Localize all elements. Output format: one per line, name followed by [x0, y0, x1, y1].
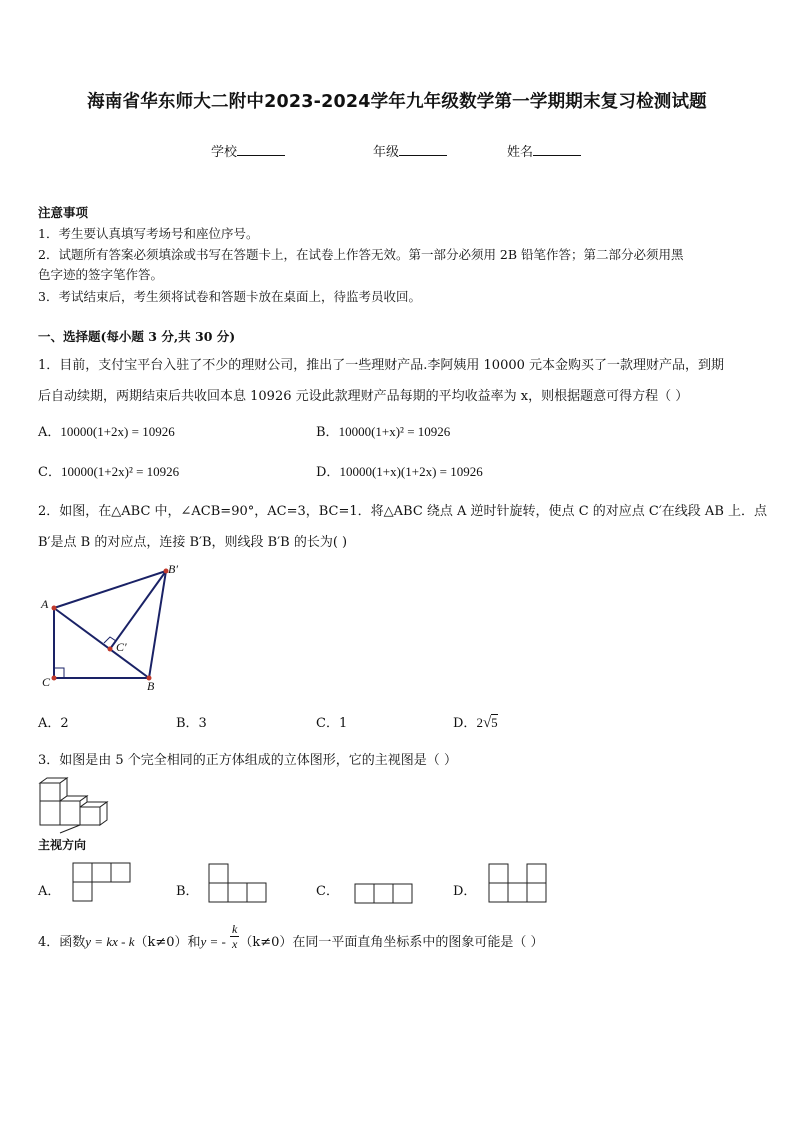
- name-label: 姓名: [507, 145, 534, 160]
- q2-option-c: C．1: [316, 716, 348, 731]
- option-formula: 10000(1+2x) = 10926: [60, 424, 175, 439]
- grade-label: 年级: [373, 145, 400, 160]
- q2-option-a: A．2: [38, 716, 69, 731]
- question-2-line-1: 2．如图，在△ABC 中，∠ACB=90°，AC=3，BC=1．将△ABC 绕点 A 逆时针旋转，使点 C 的对应点 C′在线段 AB 上．点: [38, 504, 768, 519]
- cube-stack-figure: [38, 777, 118, 827]
- q4-function-2-lhs: y = -: [200, 934, 226, 949]
- school-field: [211, 141, 285, 160]
- question-4: [38, 922, 544, 951]
- option-formula: 10000(1+2x)² = 10926: [60, 464, 180, 479]
- label-a: A: [41, 597, 49, 611]
- notice-item: 色字迹的签字笔作答。: [38, 267, 164, 282]
- notice-item: 2．试题所有答案必须填涂或书写在答题卡上，在试卷上作答无效。第一部分必须用 2B 铅笔作答；第二部分必须用黑: [38, 247, 684, 262]
- q4-condition-2: （k≠0）在同一平面直角坐标系中的图象可能是（ ）: [239, 935, 544, 950]
- option-formula: 10000(1+x)² = 10926: [338, 424, 451, 439]
- q4-condition-1: （k≠0）和: [134, 935, 201, 950]
- fraction-numerator: k: [232, 922, 238, 936]
- name-blank: [533, 144, 581, 156]
- question-2-line-2: B′是点 B 的对应点，连接 B′B，则线段 B′B 的长为( ): [38, 535, 348, 550]
- school-label: 学校: [211, 145, 238, 160]
- q3-option-d-view: [489, 864, 547, 904]
- notice-heading: 注意事项: [38, 205, 89, 220]
- view-direction-caption: 主视方向: [38, 838, 87, 852]
- q4-fraction: [230, 922, 239, 951]
- option-label: A．: [38, 425, 61, 440]
- sqrt-icon: √: [482, 715, 492, 731]
- label-c: C: [42, 675, 51, 689]
- q2-option-d: [453, 712, 498, 732]
- label-c-prime: C′: [116, 640, 127, 654]
- q3-option-b-view: [209, 864, 267, 904]
- q3-option-a-label: A．: [38, 884, 61, 899]
- option-coefficient: 2: [476, 715, 483, 730]
- school-blank: [237, 144, 285, 156]
- q4-function-1: y = kx - k: [85, 934, 135, 949]
- question-1-line-1: 1．目前，支付宝平台入驻了不少的理财公司，推出了一些理财产品.李阿姨用 10000 元本金购买了一款理财产品，到期: [38, 358, 725, 373]
- q1-option-a: [38, 421, 175, 440]
- question-1-line-2: 后自动续期，两期结束后共收回本息 10926 元设此款理财产品每期的平均收益率为 x，则根据题意可得方程（ ）: [38, 389, 689, 404]
- option-label: B．: [316, 425, 339, 440]
- label-b-prime: B′: [168, 562, 178, 576]
- segment-ab-prime: [54, 571, 166, 608]
- q4-prefix: 4．函数: [38, 935, 86, 950]
- label-b: B: [147, 679, 155, 693]
- q3-option-b-label: B．: [176, 884, 199, 899]
- q1-option-b: [316, 421, 450, 440]
- section-heading: 一、选择题(每小题 3 分,共 30 分): [38, 329, 236, 344]
- q3-option-c-label: C．: [316, 884, 339, 899]
- option-label: D．: [453, 716, 477, 731]
- fraction-denominator: x: [232, 937, 238, 951]
- q1-option-c: [38, 461, 179, 480]
- notice-item: 3．考试结束后，考生须将试卷和答题卡放在桌面上，待监考员收回。: [38, 289, 421, 304]
- grade-blank: [399, 144, 447, 156]
- triangle-rotation-figure: [30, 560, 180, 695]
- name-field: [507, 141, 581, 160]
- q3-option-c-view: [355, 884, 413, 906]
- page-title: 海南省华东师大二附中2023-2024学年九年级数学第一学期期末复习检测试题: [87, 92, 707, 112]
- option-formula: 10000(1+x)(1+2x) = 10926: [339, 464, 483, 479]
- question-3-line-1: 3．如图是由 5 个完全相同的正方体组成的立体图形，它的主视图是（ ）: [38, 753, 457, 768]
- q3-option-d-label: D．: [453, 884, 477, 899]
- notice-item: 1．考生要认真填写考场号和座位序号。: [38, 226, 259, 241]
- q2-option-b: B．3: [176, 716, 207, 731]
- option-radicand: 5: [491, 715, 498, 730]
- q1-option-d: [316, 461, 483, 480]
- option-label: D．: [316, 465, 340, 480]
- grade-field: [373, 141, 447, 160]
- q3-option-a-view: [73, 863, 131, 903]
- option-label: C．: [38, 465, 61, 480]
